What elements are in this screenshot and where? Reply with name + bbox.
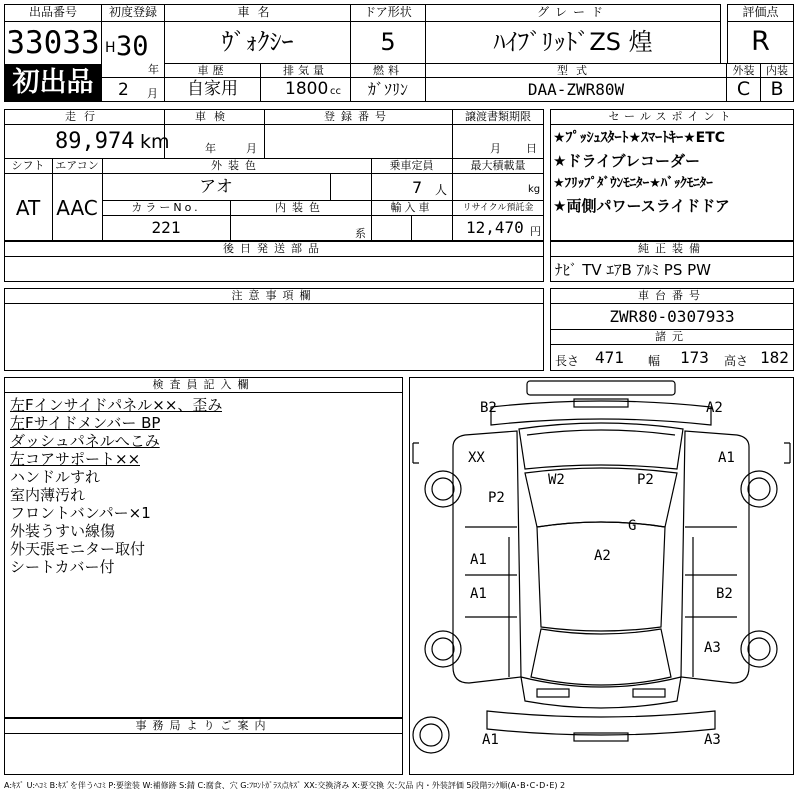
model-code: DAA-ZWR80W <box>527 80 625 99</box>
inspector-note: ハンドルすれ <box>10 468 101 486</box>
transfer-day-unit: 日 <box>526 142 537 155</box>
fuel-label: 燃料 <box>373 64 403 77</box>
capacity-unit: 人 <box>435 183 448 197</box>
sales-point-item: ★ﾌﾟｯｼｭｽﾀｰﾄ★ｽﾏｰﾄｷｰ★ETC <box>553 130 726 146</box>
transfer-month-unit: 月 <box>490 142 501 155</box>
damage-mark: W2 <box>548 472 565 488</box>
history-value: 自家用 <box>187 79 238 99</box>
interior-color-unit: 系 <box>355 227 366 240</box>
color-number-label: カラーNo. <box>131 201 201 214</box>
exterior-color: アオ <box>199 177 233 197</box>
ac-label: エアコン <box>55 159 99 172</box>
length-value: 471 <box>595 348 624 367</box>
score-label: 評価点 <box>742 5 779 19</box>
interior-color-label: 内装色 <box>275 201 326 214</box>
ac-value: AAC <box>56 196 98 220</box>
import-label: 輸入車 <box>390 201 433 214</box>
width-label: 幅 <box>648 354 661 368</box>
grade-value: ﾊｲﾌﾞﾘｯﾄﾞZS 煌 <box>493 28 653 56</box>
mileage-value: 89,974 <box>55 129 135 154</box>
interior-grade: B <box>770 78 784 100</box>
mileage-label: 走行 <box>65 110 103 123</box>
inspector-note: ダッシュパネルへこみ <box>10 432 160 450</box>
displacement-unit: cc <box>330 86 341 97</box>
damage-mark: A2 <box>706 400 723 416</box>
fuel-value: ｶﾞｿﾘﾝ <box>367 80 408 99</box>
damage-mark: A1 <box>470 586 487 602</box>
exterior-grade-label: 外装 <box>732 64 755 77</box>
damage-mark: A3 <box>704 640 721 656</box>
damage-mark: B2 <box>480 400 497 416</box>
door-count: 5 <box>380 28 396 56</box>
dimensions-label: 諸元 <box>655 330 689 343</box>
inspection-label: 車検 <box>195 110 233 123</box>
damage-mark: XX <box>468 450 485 466</box>
damage-mark: G <box>628 518 637 534</box>
year-unit: 年 <box>148 63 159 76</box>
first-listing-badge: 初出品 <box>5 64 101 101</box>
inspector-note: 左Fサイドメンバー BP <box>10 414 161 432</box>
model-code-label: 型式 <box>557 64 595 77</box>
max-load-unit: kg <box>528 184 541 195</box>
sales-points-label: セールスポイント <box>608 110 736 123</box>
damage-mark: A3 <box>704 732 721 748</box>
car-diagram <box>409 377 794 775</box>
inspector-note: 左Fインサイドパネル××、歪み <box>10 396 223 414</box>
equipment-label: 純正装備 <box>638 242 706 255</box>
first-registration-label: 初度登録 <box>108 5 157 19</box>
history-label: 車歴 <box>197 64 228 77</box>
door-label: ドア形状 <box>364 5 412 19</box>
height-value: 182 <box>760 348 789 367</box>
exterior-grade: C <box>736 78 751 100</box>
displacement-label: 排気量 <box>283 64 328 77</box>
damage-mark: A1 <box>718 450 735 466</box>
recycle-deposit-label: リサイクル預託金 <box>462 203 534 213</box>
car-name-label: 車名 <box>237 5 278 19</box>
displacement-value: 1800 <box>285 79 329 99</box>
legend-text: A:ｷｽﾞ U:ﾍｺﾐ B:ｷｽﾞを伴うﾍｺﾐ P:要塗装 W:補修跡 S:錆 C:腐食、穴 G:ﾌﾛﾝﾄｶﾞﾗｽ点ｷｽﾞ XX:交換済み X:要交換 欠:欠品 内・外装評価 5段階ﾗﾝｸ順(A･B･C･D･E) 2 <box>4 781 566 790</box>
plate-label: 登録番号 <box>324 110 392 123</box>
chassis-number: ZWR80-0307933 <box>609 307 735 326</box>
damage-mark: P2 <box>488 490 505 506</box>
interior-grade-label: 内装 <box>766 64 788 77</box>
damage-mark: A1 <box>470 552 487 568</box>
inspector-note: フロントバンパー×1 <box>10 504 151 522</box>
sales-point-item: ★両側パワースライドドア <box>553 197 730 215</box>
lot-label: 出品番号 <box>28 5 77 19</box>
later-parts-label: 後日発送部品 <box>223 242 325 255</box>
damage-mark: A2 <box>594 548 611 564</box>
sales-point-item: ★ドライブレコーダー <box>553 152 700 170</box>
color-number: 221 <box>151 218 181 237</box>
height-label: 高さ <box>724 354 749 368</box>
transfer-deadline-label: 譲渡書類期限 <box>465 110 531 123</box>
notes-label: 注意事項欄 <box>231 289 317 302</box>
mileage-unit: km <box>140 131 170 153</box>
inspector-note: 外天張モニター取付 <box>10 540 146 558</box>
inspector-note: 外装うすい線傷 <box>10 522 116 540</box>
length-label: 長さ <box>555 354 580 368</box>
damage-mark: A1 <box>482 732 499 748</box>
shift-value: AT <box>15 196 41 220</box>
car-name: ｳﾞｫｸｼｰ <box>221 28 294 56</box>
recycle-deposit-unit: 円 <box>530 225 541 238</box>
month-value: 2 <box>118 80 129 100</box>
era-year: 30 <box>116 31 149 62</box>
capacity-label: 乗車定員 <box>389 159 434 172</box>
sales-point-item: ★ﾌﾘｯﾌﾟﾀﾞｳﾝﾓﾆﾀｰ★ﾊﾞｯｸﾓﾆﾀｰ <box>553 176 713 191</box>
capacity-value: 7 <box>412 178 423 197</box>
equipment-value: ﾅﾋﾞ TV ｴｱB ｱﾙﾐ PS PW <box>555 261 711 279</box>
width-value: 173 <box>680 348 709 367</box>
month-unit: 月 <box>147 87 158 100</box>
score-value: R <box>751 26 770 57</box>
inspector-note: シートカバー付 <box>10 558 115 576</box>
damage-mark: P2 <box>637 472 654 488</box>
era-letter: H <box>105 40 116 56</box>
exterior-color-label: 外装色 <box>211 159 262 172</box>
chassis-label: 車台番号 <box>638 289 706 302</box>
grade-label: グレード <box>536 5 609 19</box>
damage-mark: B2 <box>716 586 733 602</box>
lot-number: 33033 <box>6 25 100 61</box>
inspector-note: 左コアサポート×× <box>10 450 141 468</box>
office-notice-label: 事務局よりご案内 <box>135 719 272 732</box>
max-load-label: 最大積載量 <box>470 159 526 172</box>
inspector-label: 検査員記入欄 <box>152 378 255 391</box>
inspector-note: 室内薄汚れ <box>10 486 86 504</box>
recycle-deposit-value: 12,470 <box>466 218 524 237</box>
inspection-month-unit: 月 <box>246 142 257 155</box>
inspection-year-unit: 年 <box>205 142 216 155</box>
shift-label: シフト <box>11 159 45 172</box>
